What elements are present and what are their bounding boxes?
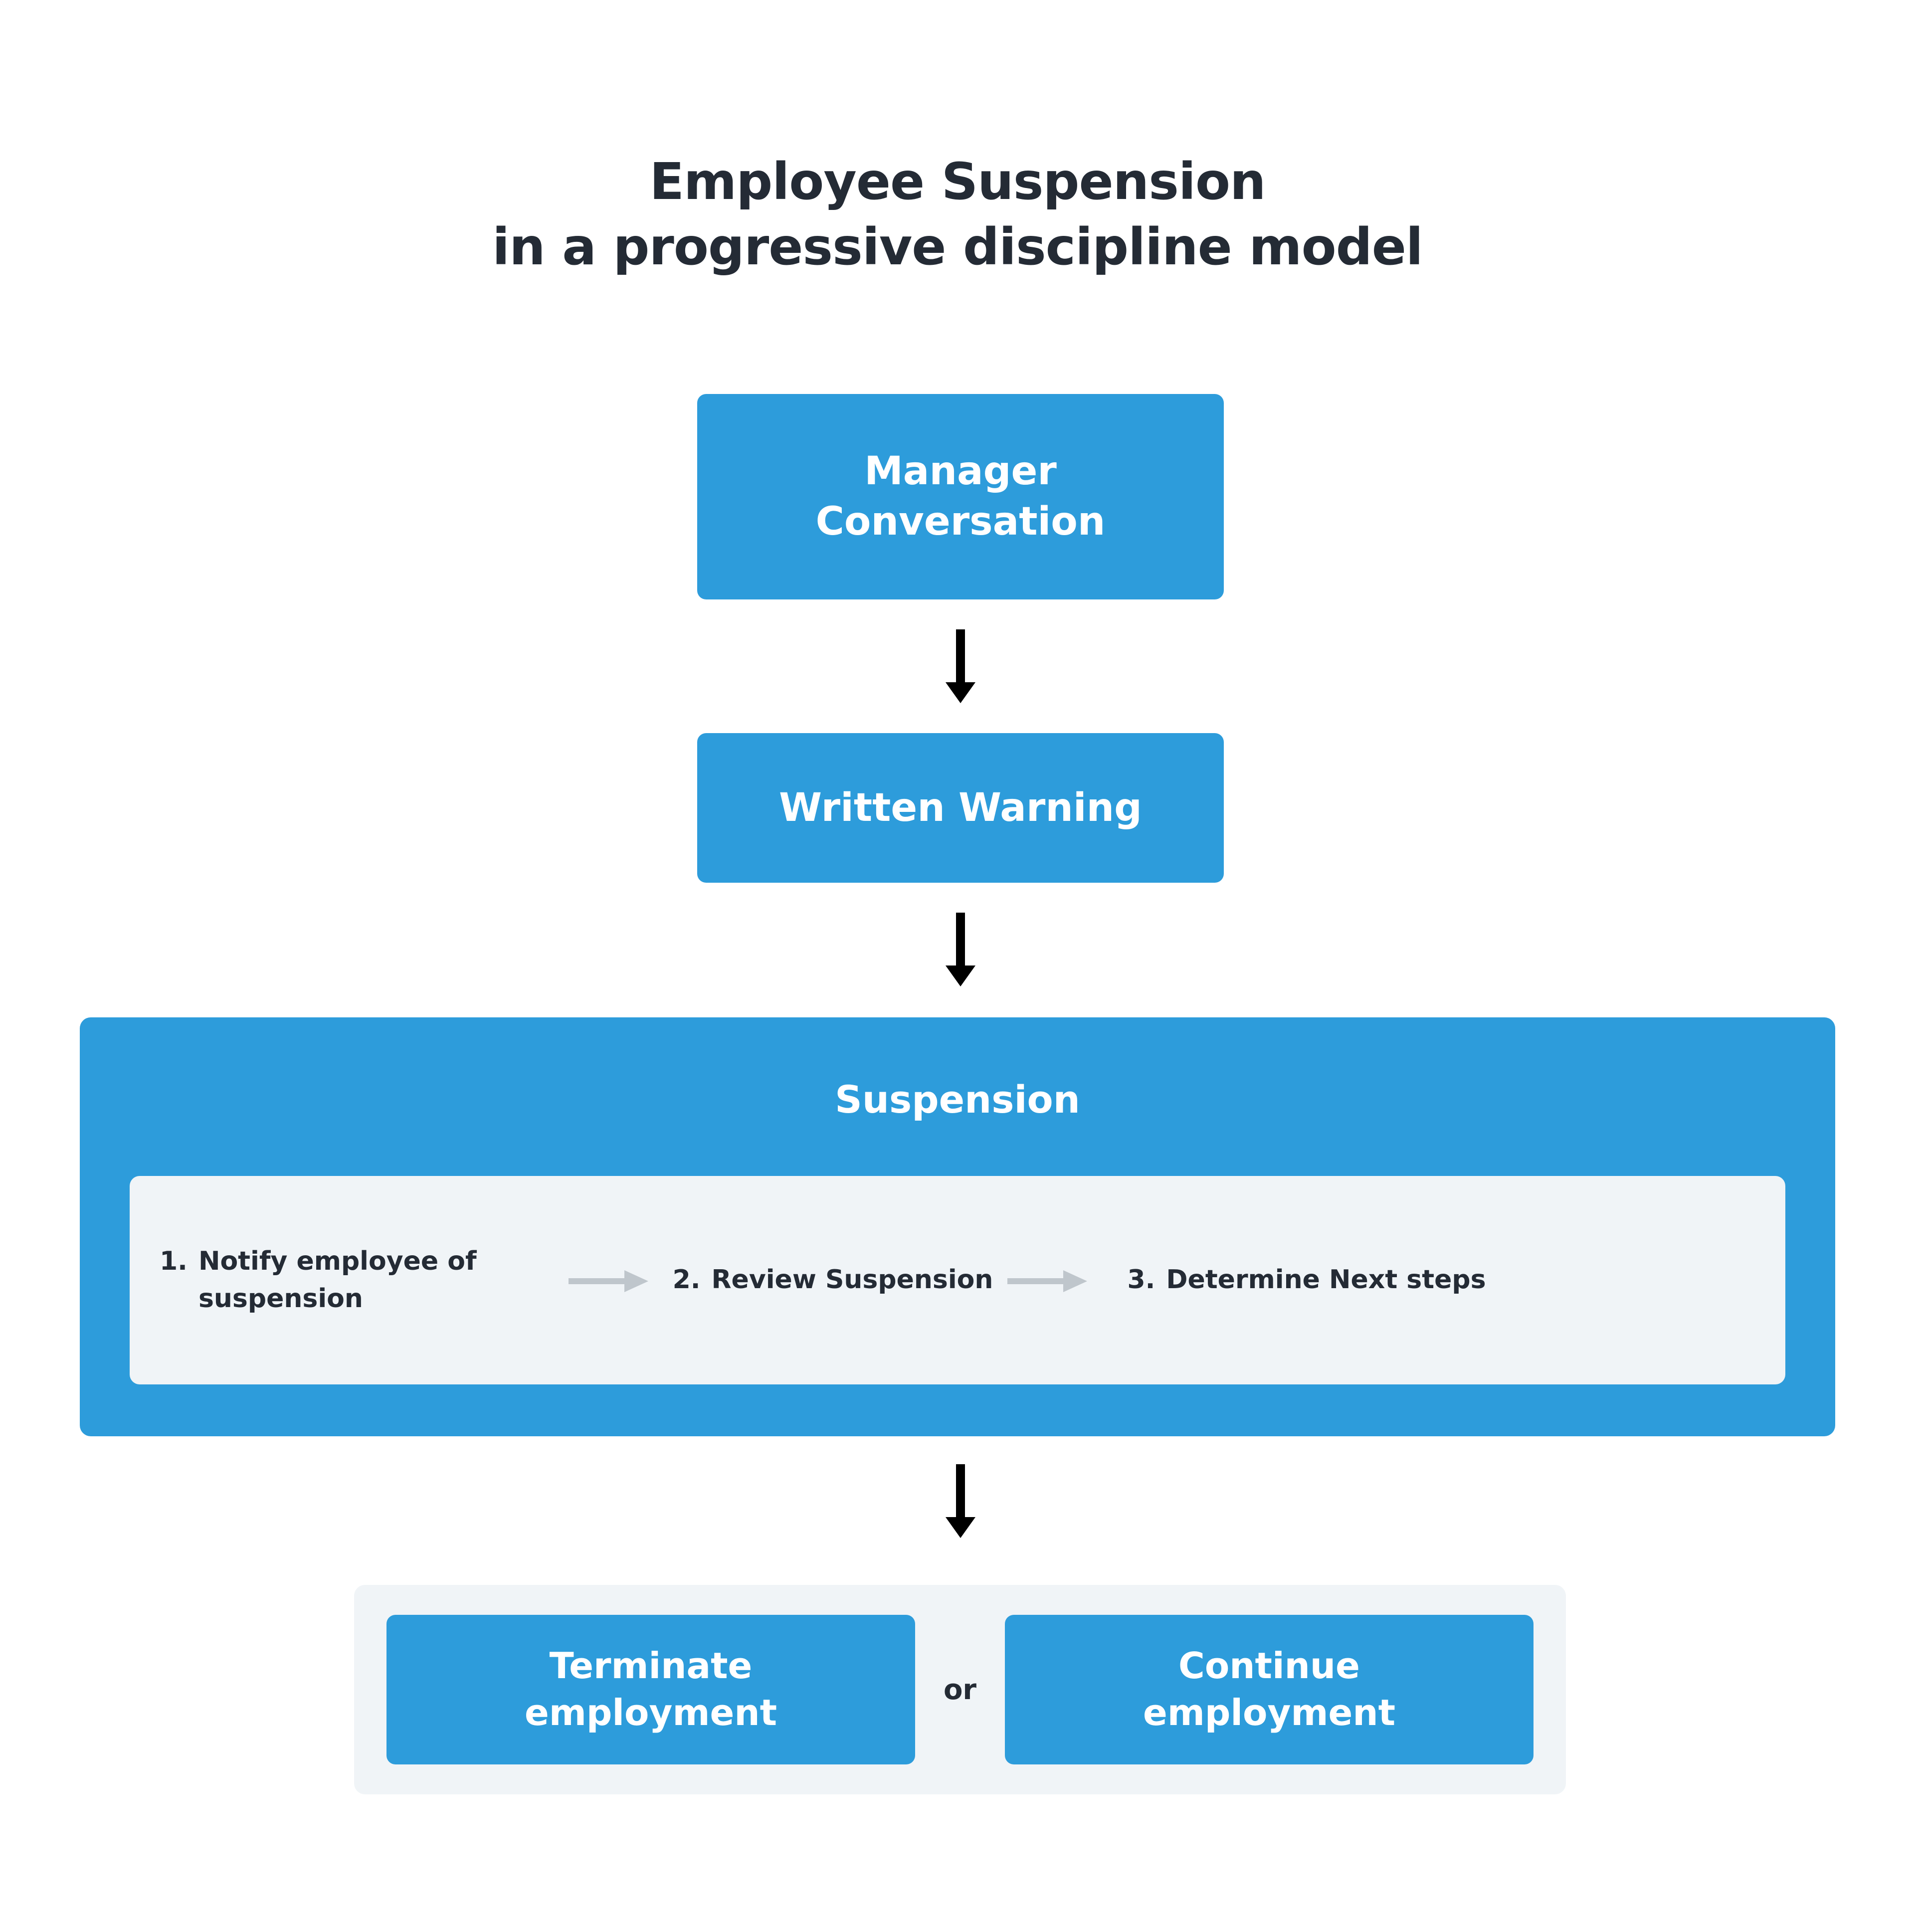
flow-node-continue-employment-line-1: Continue (1178, 1645, 1360, 1687)
flow-node-terminate-employment-line-2: employment (524, 1692, 777, 1734)
arrow-right-icon-2 (1007, 1270, 1097, 1290)
flow-node-manager-conversation (697, 394, 1224, 599)
flow-panel-outcome (354, 1585, 1566, 1794)
suspension-step-2-label: Review Suspension (711, 1265, 993, 1295)
flow-panel-suspension-title: Suspension (835, 1077, 1080, 1122)
suspension-step-2 (658, 1261, 1007, 1299)
arrow-down-icon-1 (946, 629, 975, 703)
flow-node-written-warning-label: Written Warning (778, 785, 1142, 830)
suspension-step-3-number: 3. (1127, 1265, 1155, 1295)
page-title-line-1: Employee Suspension (649, 152, 1266, 211)
page-title-line-2: in a progressive discipline model (492, 217, 1423, 277)
suspension-step-3-label: Determine Next steps (1166, 1265, 1486, 1295)
suspension-step-3 (1097, 1261, 1516, 1299)
arrow-right-icon-1 (569, 1270, 658, 1290)
page-title (0, 150, 1915, 280)
flow-node-manager-conversation-line-2: Conversation (815, 499, 1106, 544)
flow-node-manager-conversation-line-1: Manager (864, 448, 1057, 494)
outcome-connector-label: or (943, 1673, 977, 1706)
flow-panel-suspension (80, 1017, 1835, 1436)
flow-node-terminate-employment (386, 1615, 915, 1764)
flow-node-written-warning (697, 733, 1224, 883)
suspension-step-1-number: 1. (160, 1246, 188, 1276)
suspension-step-1-label-line-1: Notify employee of (198, 1246, 477, 1276)
flow-node-continue-employment (1005, 1615, 1533, 1764)
suspension-steps-strip (130, 1176, 1785, 1384)
suspension-step-2-number: 2. (672, 1265, 701, 1295)
suspension-step-1 (160, 1243, 569, 1318)
flow-node-continue-employment-line-2: employment (1143, 1692, 1395, 1734)
suspension-step-1-label-line-2: suspension (198, 1284, 363, 1314)
flow-node-terminate-employment-line-1: Terminate (549, 1645, 753, 1687)
arrow-down-icon-2 (946, 913, 975, 986)
arrow-down-icon-3 (946, 1464, 975, 1538)
